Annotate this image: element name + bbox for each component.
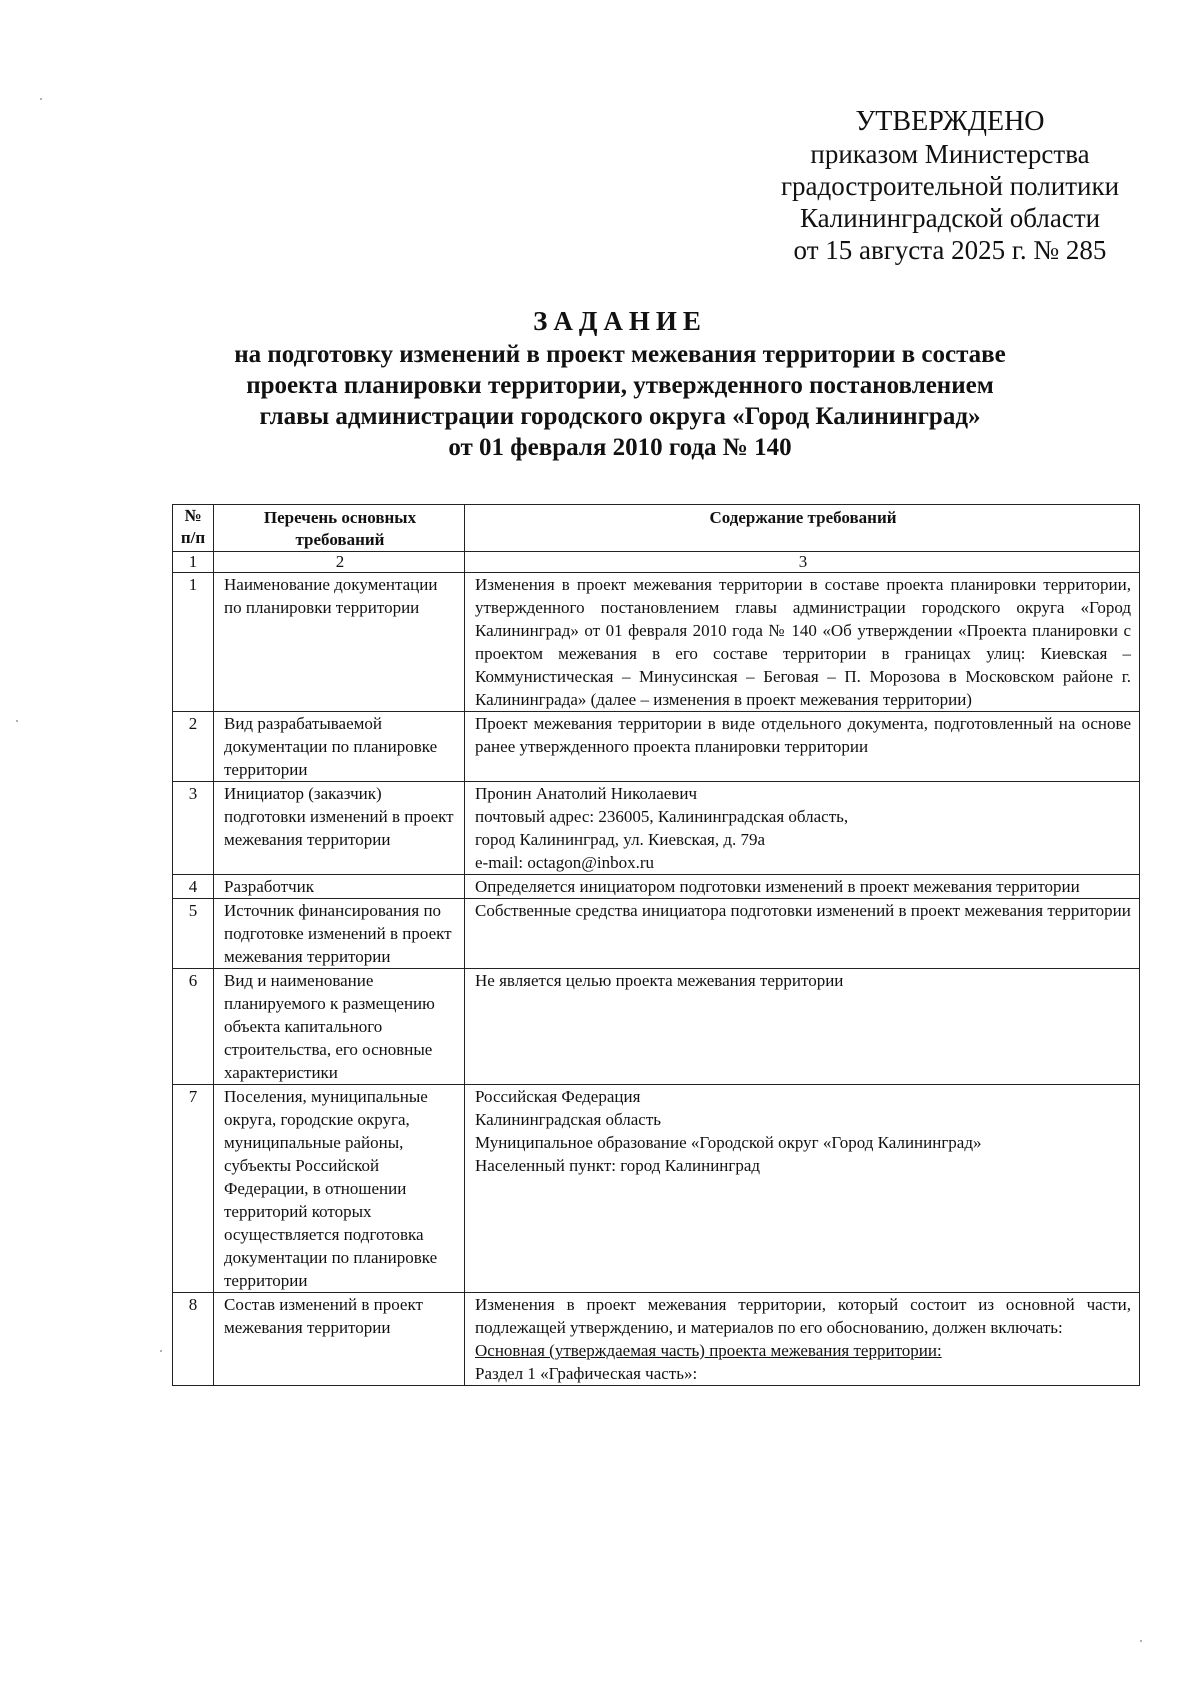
table-row [173,712,1140,782]
approval-line: градостроительной политики [780,171,1120,201]
row-number: 4 [173,875,214,899]
column-number: 1 [173,552,214,573]
header-num-abbr: п/п [180,528,206,547]
row-number: 7 [173,1085,214,1293]
column-number-row [173,552,1140,573]
approval-line: приказом Министерства [810,139,1090,169]
territory-line: Российская Федерация [475,1087,641,1106]
column-number: 3 [465,552,1140,573]
scan-speck [1140,1640,1142,1642]
row-label: Разработчик [214,875,465,899]
requirements-table [172,504,1140,1386]
row-label: Наименование документации по планировки территории [214,573,465,712]
row-content: Изменения в проект межевания территории в составе проекта планировки территории, утвержденного постановлением главы администрации городского округа «Город Калининград» от 01 февраля 2010 года № 140 «Об утверждении «Проекта планировки с проектом межевания в его составе территории в границах улиц: Киевская – Коммунистическая – Минусинская – Беговая – П. Морозова в Московском районе г. Калининграда» (далее – изменения в проект межевания территории) [465,573,1140,712]
header-content: Содержание требований [465,505,1140,552]
row-label: Поселения, муниципальные округа, городские округа, муниципальные районы, субъекты Российской Федерации, в отношении территорий которых осуществляется подготовка документации по планировке территории [214,1085,465,1293]
table-row [173,969,1140,1085]
table-row [173,875,1140,899]
header-requirements: Перечень основных требований [214,505,465,552]
scan-speck [40,98,42,100]
column-number: 2 [214,552,465,573]
row-content: Определяется инициатором подготовки изменений в проект межевания территории [465,875,1140,899]
row-content: Проект межевания территории в виде отдельного документа, подготовленный на основе ранее утвержденного проекта планировки территории [465,712,1140,782]
approval-line: Калининградской области [799,203,1101,233]
row-label: Вид разрабатываемой документации по планировке территории [214,712,465,782]
row-number: 1 [173,573,214,712]
row-number: 8 [173,1293,214,1386]
row-content [465,782,1140,875]
approval-line: от 15 августа 2025 г. № 285 [793,235,1107,265]
scan-speck [16,720,18,722]
composition-main-part: Основная (утверждаемая часть) проекта межевания территории: [475,1341,942,1360]
table-row [173,782,1140,875]
row-content [465,1085,1140,1293]
row-label: Состав изменений в проект межевания территории [214,1293,465,1386]
row-content: Не является целью проекта межевания территории [465,969,1140,1085]
table-row [173,1293,1140,1386]
territory-line: Калининградская область [475,1110,661,1129]
row-number: 6 [173,969,214,1085]
initiator-email: e-mail: octagon@inbox.ru [475,853,654,872]
row-number: 3 [173,782,214,875]
initiator-address: город Калининград, ул. Киевская, д. 79а [475,830,766,849]
title-main: ЗАДАНИЕ [533,306,707,336]
row-number: 2 [173,712,214,782]
table-row [173,1085,1140,1293]
header-num [173,505,214,552]
title-line: от 01 февраля 2010 года № 140 [448,434,792,461]
document-title [170,306,1070,463]
territory-line: Населенный пункт: город Калининград [475,1156,761,1175]
row-content [465,1293,1140,1386]
territory-line: Муниципальное образование «Городской округ «Город Калининград» [475,1133,982,1152]
row-label: Источник финансирования по подготовке изменений в проект межевания территории [214,899,465,969]
table-header-row [173,505,1140,552]
table-row [173,573,1140,712]
table-row [173,899,1140,969]
scan-speck [160,1350,162,1352]
approval-stamp-block [760,106,1140,266]
title-line: главы администрации городского округа «Город Калининград» [259,403,981,430]
title-line: на подготовку изменений в проект межевания территории в составе [234,341,1006,368]
row-label: Инициатор (заказчик) подготовки изменений в проект межевания территории [214,782,465,875]
composition-intro: Изменения в проект межевания территории, который состоит из основной части, подлежащей утверждению, и материалов по его обоснованию, должен включать: [475,1295,1131,1337]
composition-section: Раздел 1 «Графическая часть»: [475,1364,698,1383]
header-num-sign: № [184,506,202,525]
row-number: 5 [173,899,214,969]
title-line: проекта планировки территории, утвержденного постановлением [246,372,994,399]
row-content: Собственные средства инициатора подготовки изменений в проект межевания территории [465,899,1140,969]
initiator-address: почтовый адрес: 236005, Калининградская область, [475,807,849,826]
initiator-name: Пронин Анатолий Николаевич [475,784,698,803]
approval-heading: УТВЕРЖДЕНО [855,106,1045,137]
row-label: Вид и наименование планируемого к размещению объекта капитального строительства, его основные характеристики [214,969,465,1085]
